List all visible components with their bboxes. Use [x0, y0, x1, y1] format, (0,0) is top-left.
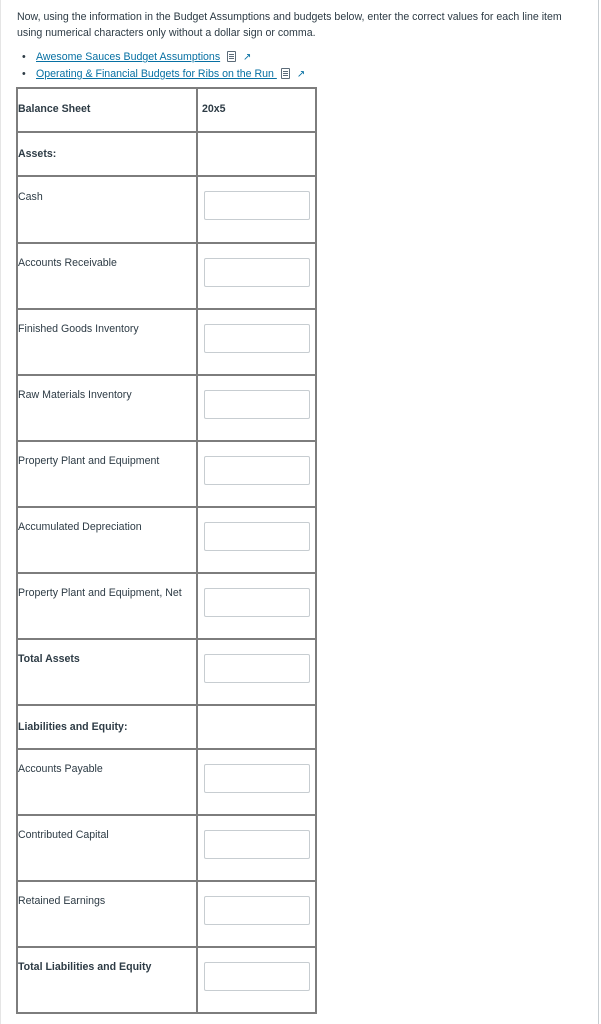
- row-label: Liabilities and Equity:: [18, 721, 128, 733]
- balance-sheet-table: [16, 87, 317, 1014]
- table-row: [17, 705, 316, 749]
- table-row: [17, 243, 316, 309]
- table-row: [17, 375, 316, 441]
- row-label-cell: [17, 573, 197, 639]
- row-value-cell: [197, 815, 316, 881]
- row-value-cell: [197, 309, 316, 375]
- row-label: Total Assets: [18, 653, 80, 665]
- table-row: [17, 441, 316, 507]
- bullet: •: [22, 51, 26, 63]
- row-label-cell: [17, 132, 197, 176]
- row-label: Raw Materials Inventory: [18, 389, 132, 401]
- answer-input[interactable]: [204, 191, 310, 220]
- row-label: Assets:: [18, 148, 57, 160]
- answer-input[interactable]: [204, 962, 310, 991]
- table-row: [17, 132, 316, 176]
- row-label-cell: [17, 705, 197, 749]
- header-label-cell: [17, 88, 197, 132]
- answer-input[interactable]: [204, 456, 310, 485]
- answer-input[interactable]: [204, 654, 310, 683]
- answer-input[interactable]: [204, 764, 310, 793]
- row-label-cell: [17, 815, 197, 881]
- link-item-operating-financial-budgets: [22, 66, 305, 83]
- row-value-cell: [197, 375, 316, 441]
- table-row: [17, 749, 316, 815]
- row-value-cell: [197, 243, 316, 309]
- row-label: Total Liabilities and Equity: [18, 961, 152, 973]
- row-label: Finished Goods Inventory: [18, 323, 139, 335]
- row-value-cell: [197, 639, 316, 705]
- row-label: Accounts Receivable: [18, 257, 117, 269]
- row-label-cell: [17, 639, 197, 705]
- answer-input[interactable]: [204, 390, 310, 419]
- resource-links: [22, 49, 305, 83]
- header-label: Balance Sheet: [18, 103, 91, 115]
- table-row: [17, 573, 316, 639]
- row-label-cell: [17, 375, 197, 441]
- row-value-cell: [197, 176, 316, 243]
- row-label-cell: [17, 749, 197, 815]
- answer-input[interactable]: [204, 258, 310, 287]
- row-value-cell: [197, 705, 316, 749]
- row-value-cell: [197, 947, 316, 1013]
- row-value-cell: [197, 507, 316, 573]
- document-icon[interactable]: [227, 51, 236, 62]
- operating-financial-budgets-link[interactable]: Operating & Financial Budgets for Ribs on the Run: [36, 68, 277, 80]
- answer-input[interactable]: [204, 522, 310, 551]
- answer-input[interactable]: [204, 830, 310, 859]
- row-label: Retained Earnings: [18, 895, 106, 907]
- answer-input[interactable]: [204, 588, 310, 617]
- document-icon[interactable]: [281, 68, 290, 79]
- column-header: 20x5: [202, 103, 226, 115]
- answer-input[interactable]: [204, 324, 310, 353]
- awesome-sauces-budget-assumptions-link[interactable]: Awesome Sauces Budget Assumptions: [36, 51, 221, 63]
- table-row: [17, 176, 316, 243]
- answer-input[interactable]: [204, 896, 310, 925]
- row-label-cell: [17, 947, 197, 1013]
- row-label: Accounts Payable: [18, 763, 103, 775]
- link-item-budget-assumptions: [22, 49, 305, 66]
- table-row: [17, 639, 316, 705]
- row-label: Contributed Capital: [18, 829, 109, 841]
- table-row: [17, 815, 316, 881]
- table-row: [17, 881, 316, 947]
- bullet: •: [22, 68, 26, 80]
- header-column-cell: [197, 88, 316, 132]
- table-row: [17, 947, 316, 1013]
- row-label-cell: [17, 881, 197, 947]
- row-label-cell: [17, 176, 197, 243]
- row-label-cell: [17, 309, 197, 375]
- row-label-cell: [17, 507, 197, 573]
- table-row: [17, 507, 316, 573]
- row-value-cell: [197, 132, 316, 176]
- row-label: Property Plant and Equipment, Net: [18, 587, 182, 599]
- instructions-text: Now, using the information in the Budget Assumptions and budgets below, enter the correct values for each line item using numerical characters only without a dollar sign or comma.: [17, 11, 562, 39]
- row-value-cell: [197, 573, 316, 639]
- row-label: Accumulated Depreciation: [18, 521, 142, 533]
- table-header-row: [17, 88, 316, 132]
- row-label-cell: [17, 441, 197, 507]
- row-label-cell: [17, 243, 197, 309]
- row-value-cell: [197, 749, 316, 815]
- table-row: [17, 309, 316, 375]
- row-value-cell: [197, 441, 316, 507]
- external-link-icon[interactable]: ↗: [296, 69, 306, 80]
- row-value-cell: [197, 881, 316, 947]
- row-label: Property Plant and Equipment: [18, 455, 160, 467]
- external-link-icon[interactable]: ↗: [243, 52, 252, 63]
- row-label: Cash: [18, 190, 43, 203]
